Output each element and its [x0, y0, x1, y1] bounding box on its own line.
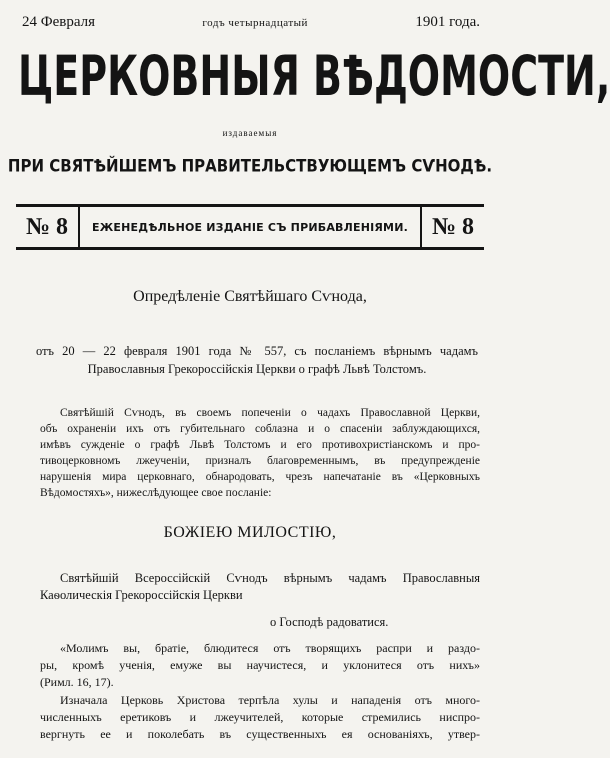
- paragraph-line: тивоцерковномъ лжеученіи, призналъ благовременнымъ, въ предупрежденіе: [40, 455, 480, 467]
- paragraph-line: нарушенія мира церковнаго, обнародовать, чрезъ напечатаніе въ «Церковныхъ: [40, 471, 480, 483]
- scripture-quote: [40, 640, 480, 691]
- issue-number-right: № 8: [420, 207, 484, 247]
- paragraph-line: объ охраненіи ихъ отъ губительнаго соблазна и о спасеніи заблуждающихся,: [40, 423, 480, 435]
- address-block: [40, 570, 480, 604]
- address-line: Каѳолическія Грекороссійскія Церкви: [40, 588, 243, 602]
- quote-line: «Молимъ вы, братіе, блюдитеся отъ творящихъ распри и раздо-: [60, 641, 480, 655]
- greeting-line: о Господѣ радоватися.: [270, 615, 389, 629]
- quote-line: ры, кромѣ ученія, емуже вы научистеся, и уклонитеся отъ нихъ»: [40, 658, 480, 672]
- paragraph-line: численныхъ еретиковъ и лжеучителей, которые стремились ниспро-: [40, 710, 480, 724]
- issue-number-left: № 8: [16, 207, 80, 247]
- paragraph-line: Изначала Церковь Христова терпѣла хулы и нападенія отъ много-: [60, 693, 480, 707]
- paragraph-line: имѣвъ сужденіе о графѣ Львѣ Толстомъ и его противохристіанскомъ и про-: [40, 439, 480, 451]
- blessing-heading: БОЖІЕЮ МИЛОСТІЮ,: [163, 524, 337, 541]
- intro-paragraph: [40, 405, 480, 501]
- address-line: Святѣйшій Всероссійскій Сѵнодъ вѣрнымъ чадамъ Православныя: [60, 571, 480, 585]
- article-subtitle-line-2: Православныя Грекороссійскія Церкви о графѣ Львѣ Толстомъ.: [87, 362, 427, 376]
- article-subtitle-line-1: отъ 20 — 22 февраля 1901 года № 557, съ посланіемъ вѣрнымъ чадамъ: [36, 344, 478, 358]
- synod-line: ПРИ СВЯТѢЙШЕМЪ ПРАВИТЕЛЬСТВУЮЩЕМЪ СѴНОДѢ.: [7, 156, 493, 176]
- paragraph-line: вергнуть ее и поколебать въ существенныхъ ея основаніяхъ, утвер-: [40, 727, 480, 741]
- quote-line: (Римл. 16, 17).: [40, 675, 114, 689]
- article-heading: Опредѣленіе Святѣйшаго Сѵнода,: [133, 288, 367, 305]
- paragraph-line: Святѣйшій Сѵнодъ, въ своемъ попеченіи о чадахъ Православной Церкви,: [60, 407, 480, 419]
- weekly-edition-label: ЕЖЕНЕДѢЛЬНОЕ ИЗДАНІЕ СЪ ПРИБАВЛЕНІЯМИ.: [92, 220, 408, 234]
- issue-date: 24 Февраля: [22, 14, 96, 30]
- issue-banner: [16, 204, 484, 250]
- body-paragraph: [40, 692, 480, 743]
- year-of-publication: годъ четырнадцатый: [202, 17, 308, 29]
- issue-info-line: [22, 14, 480, 31]
- paragraph-line: Вѣдомостяхъ», нижеслѣдующее свое посланіе:: [40, 487, 272, 499]
- issue-year: 1901 года.: [415, 14, 480, 30]
- newspaper-title: ЦЕРКОВНЫЯ ВѢДОМОСТИ,: [18, 44, 610, 108]
- publisher-label: издаваемыя: [222, 128, 278, 138]
